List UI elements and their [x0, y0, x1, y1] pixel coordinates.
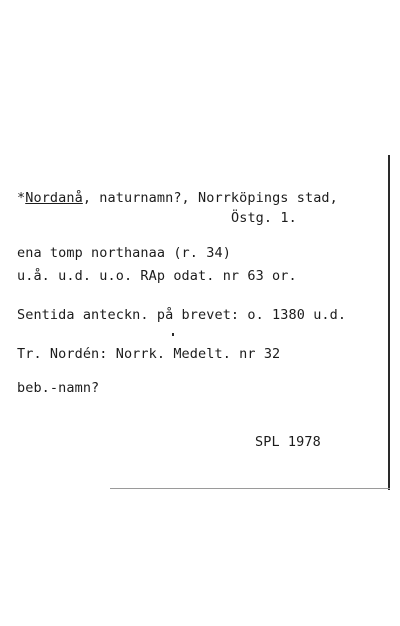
- headword: Nordanå: [25, 190, 83, 206]
- heading-description: , naturnamn?, Norrköpings stad,: [82, 190, 338, 206]
- tick-mark: [172, 333, 174, 336]
- references-line: u.å. u.d. u.o. RAp odat. nr 63 or.: [17, 268, 297, 284]
- heading-line: [17, 190, 338, 206]
- source-line: ena tomp northanaa (r. 34): [17, 245, 231, 261]
- inhabitant-name-line: beb.-namn?: [17, 380, 100, 396]
- signature-line: SPL 1978: [255, 434, 321, 450]
- province-label: Östg. 1.: [231, 210, 297, 226]
- card-right-edge: [388, 155, 390, 490]
- tradition-line: Tr. Nordén: Norrk. Medelt. nr 32: [17, 346, 281, 362]
- letter-annotation-line: Sentida anteckn. på brevet: o. 1380 u.d.: [17, 307, 347, 323]
- card-bottom-edge: [110, 488, 390, 489]
- asterisk-mark: *: [17, 190, 26, 206]
